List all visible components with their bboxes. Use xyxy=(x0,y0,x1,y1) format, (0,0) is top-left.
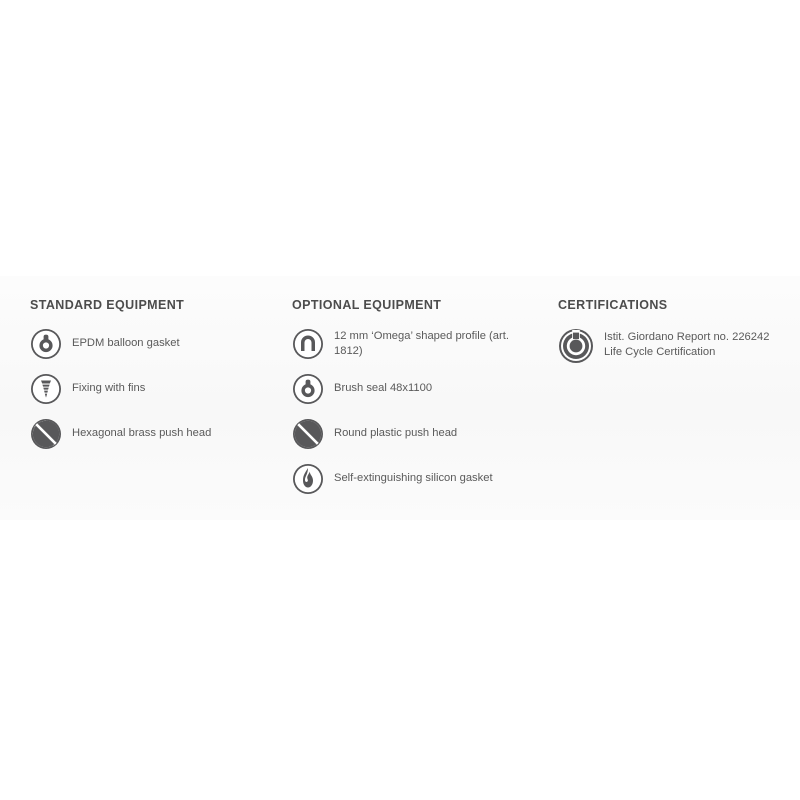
list-item-label: Fixing with fins xyxy=(72,382,146,394)
list-item xyxy=(30,418,292,450)
list-item-label: Round plastic push head xyxy=(334,427,458,439)
brush-seal-icon xyxy=(292,373,324,405)
list-item xyxy=(558,328,776,364)
hex-push-head-icon xyxy=(30,418,62,450)
list-item xyxy=(30,328,292,360)
column-optional-equipment xyxy=(292,298,558,520)
omega-profile-icon xyxy=(292,328,324,360)
column-standard-equipment xyxy=(30,298,292,520)
list-item-label: Brush seal 48x1100 xyxy=(334,382,433,394)
flame-icon xyxy=(292,463,324,495)
certification-seal-icon xyxy=(558,328,594,364)
list-item-label: Self-extinguishing silicon gasket xyxy=(334,472,493,484)
list-item-label: Istit. Giordano Report no. 226242 Life Cycle Certification xyxy=(604,331,770,358)
list-item xyxy=(292,418,558,450)
features-columns xyxy=(0,276,800,520)
list-item-label: Hexagonal brass push head xyxy=(72,427,212,439)
list-item xyxy=(292,328,558,360)
column-title-certifications: CERTIFICATIONS xyxy=(558,298,668,312)
list-item-label: EPDM balloon gasket xyxy=(72,337,180,349)
list-item xyxy=(292,373,558,405)
screw-fins-icon xyxy=(30,373,62,405)
column-title-standard: STANDARD EQUIPMENT xyxy=(30,298,185,312)
list-item-label: 12 mm ‘Omega’ shaped profile (art. 1812) xyxy=(334,330,509,357)
balloon-gasket-icon xyxy=(30,328,62,360)
round-push-head-icon xyxy=(292,418,324,450)
list-item xyxy=(292,463,558,495)
list-item xyxy=(30,373,292,405)
column-title-optional: OPTIONAL EQUIPMENT xyxy=(292,298,442,312)
column-certifications xyxy=(558,298,776,520)
